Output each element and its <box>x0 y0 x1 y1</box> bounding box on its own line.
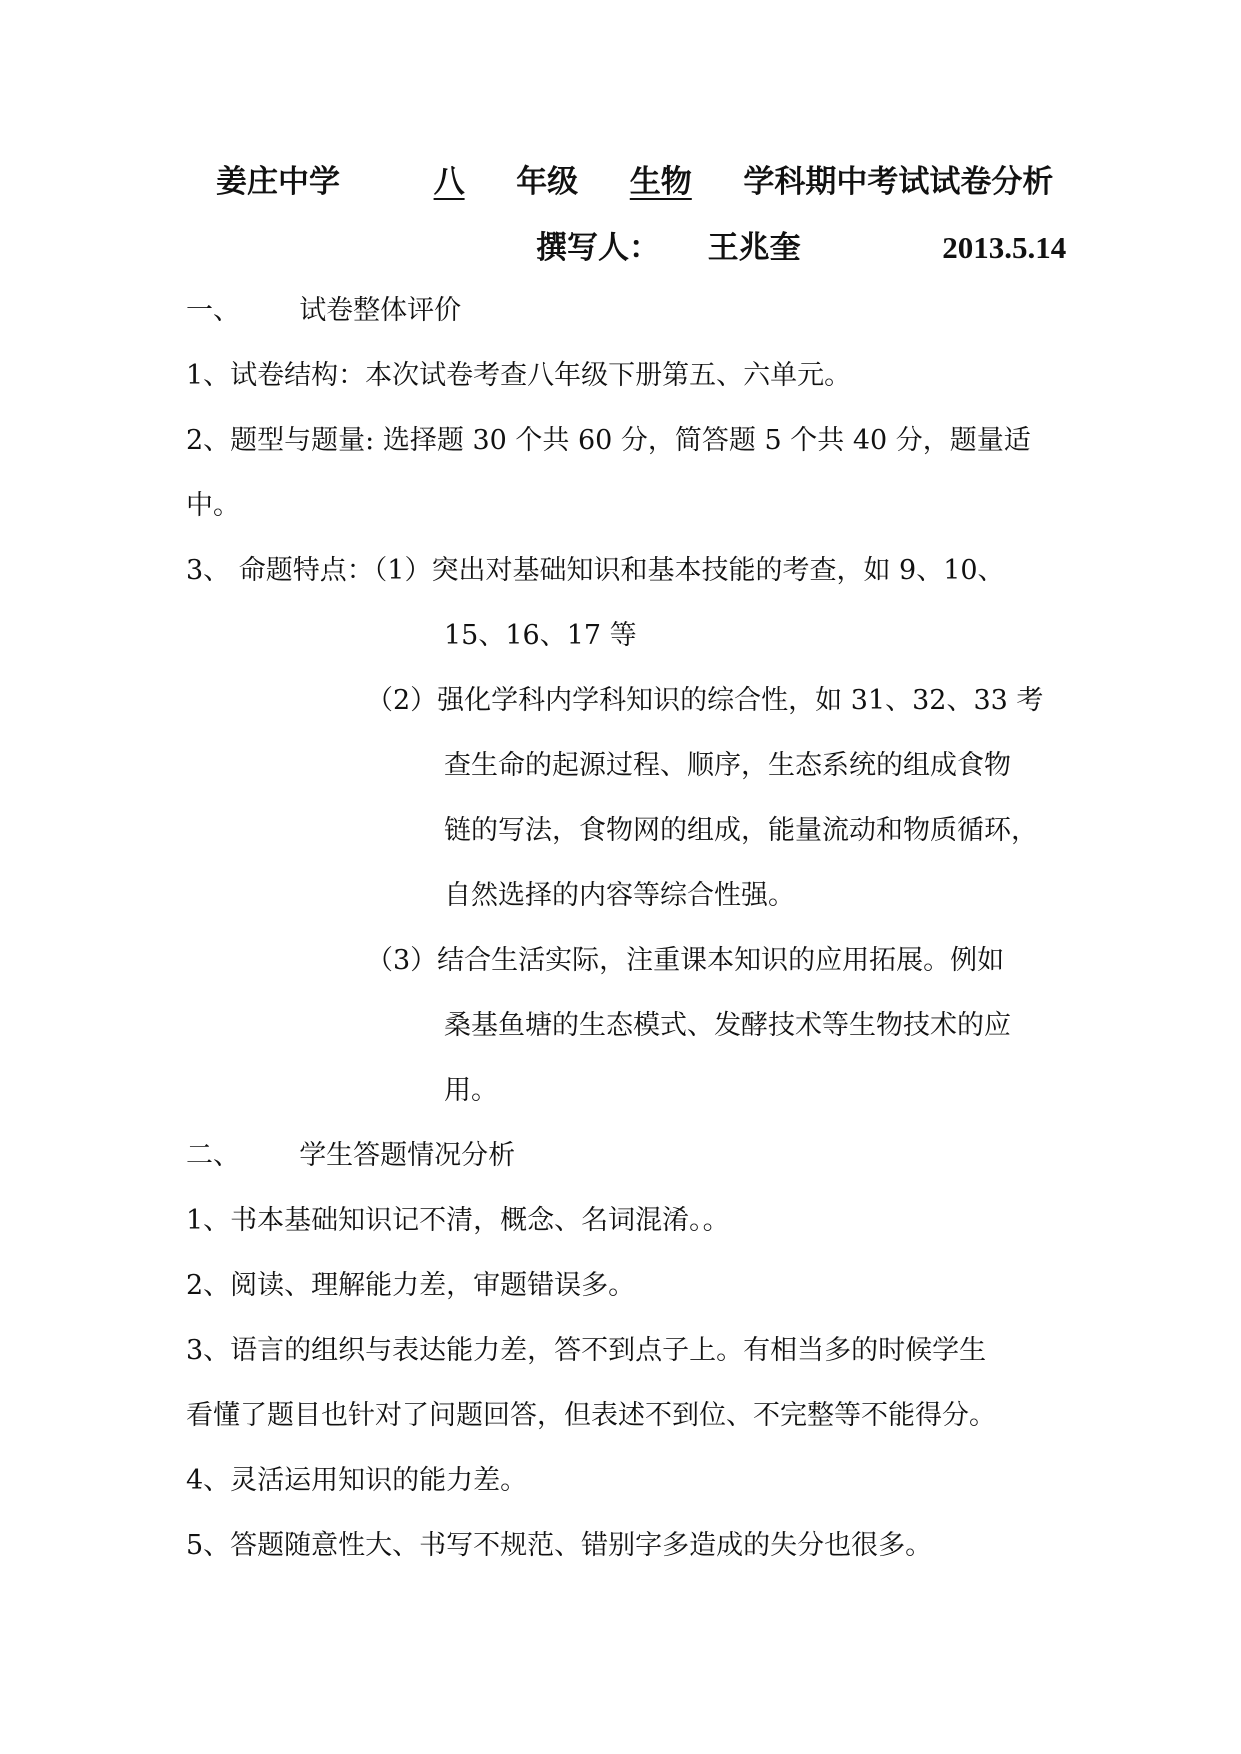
paragraph-line: 2、题型与题量: 选择题 30 个共 60 分，简答题 5 个共 40 分，题量适 <box>186 425 1031 456</box>
document-date: 2013.5.14 <box>942 230 1067 265</box>
paragraph-line: 自然选择的内容等综合性强。 <box>444 880 795 911</box>
paragraph-line: 链的写法，食物网的组成，能量流动和物质循环， <box>444 815 1038 846</box>
document-title <box>216 160 1053 204</box>
section-1-heading <box>186 291 461 331</box>
paragraph-line: 1、书本基础知识记不清，概念、名词混淆。。 <box>186 1205 730 1236</box>
paragraph-line: 查生命的起源过程、顺序，生态系统的组成食物 <box>444 750 1011 781</box>
paragraph-line: 3、 命题特点：（1）突出对基础知识和基本技能的考查，如 9、10、 <box>186 555 1005 586</box>
paragraph-line: 看懂了题目也针对了问题回答，但表述不到位、不完整等不能得分。 <box>186 1400 996 1431</box>
school-name: 姜庄中学 <box>216 164 340 200</box>
paragraph-line: 用。 <box>444 1075 498 1106</box>
section-2-title: 学生答题情况分析 <box>299 1140 516 1171</box>
paragraph-line: 3、语言的组织与表达能力差，答不到点子上。有相当多的时候学生 <box>186 1335 987 1366</box>
paragraph-line: 5、答题随意性大、书写不规范、错别字多造成的失分也很多。 <box>186 1530 933 1561</box>
paragraph-line: 1、试卷结构：本次试卷考查八年级下册第五、六单元。 <box>186 360 852 391</box>
author-label: 撰写人： <box>536 230 660 266</box>
paragraph-line: 桑基鱼塘的生态模式、发酵技术等生物技术的应 <box>444 1010 1011 1041</box>
section-2-marker: 二、 <box>186 1140 240 1171</box>
paragraph-line: （3）结合生活实际，注重课本知识的应用拓展。例如 <box>366 945 1005 976</box>
section-1-title: 试卷整体评价 <box>299 295 462 326</box>
paragraph-line: 2、阅读、理解能力差，审题错误多。 <box>186 1270 636 1301</box>
grade-value: 八 <box>433 164 465 200</box>
author-line <box>536 226 1066 270</box>
paragraph-line: 中。 <box>186 490 240 521</box>
title-rest: 学科期中考试试卷分析 <box>743 164 1054 200</box>
author-name: 王兆奎 <box>707 230 801 266</box>
section-1-marker: 一、 <box>186 295 240 326</box>
grade-suffix: 年级 <box>516 164 579 200</box>
paragraph-line: （2）强化学科内学科知识的综合性，如 31、32、33 考 <box>366 685 1044 716</box>
paragraph-line: 4、灵活运用知识的能力差。 <box>186 1465 528 1496</box>
paragraph-line: 15、16、17 等 <box>444 620 637 651</box>
section-2-heading <box>186 1136 515 1176</box>
subject-value: 生物 <box>629 164 692 200</box>
